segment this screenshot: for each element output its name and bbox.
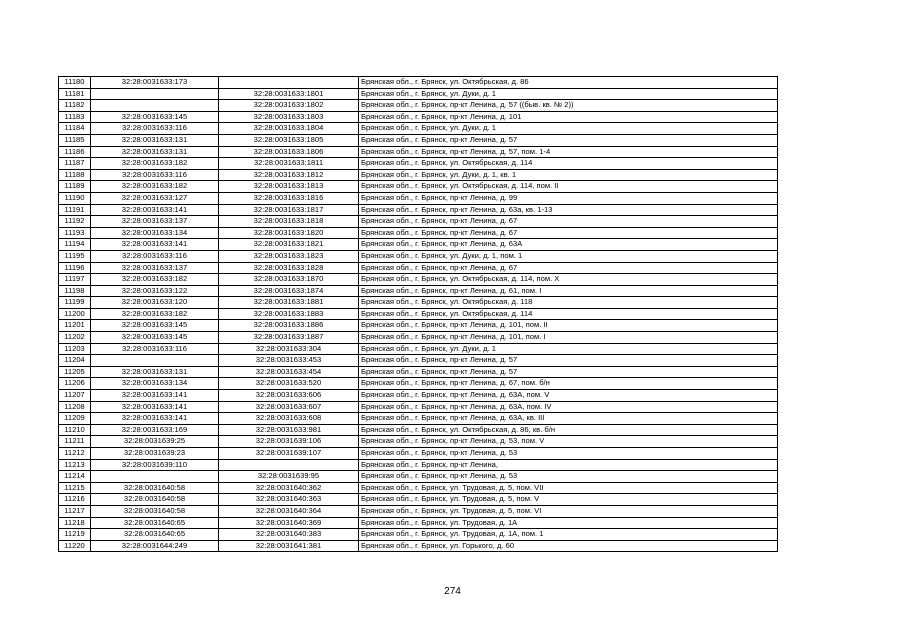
new-cadastral-number-cell: 32:28:0031633:520 — [219, 378, 359, 390]
new-cadastral-number-cell: 32:28:0031633:1887 — [219, 332, 359, 344]
address-cell: Брянская обл., г. Брянск, пр-кт Ленина, д. 57 — [359, 134, 778, 146]
row-number-cell: 11200 — [59, 308, 91, 320]
address-cell: Брянская обл., г. Брянск, ул. Дуки, д. 1 — [359, 88, 778, 100]
old-cadastral-number-cell: 32:28:0031633:145 — [91, 320, 219, 332]
old-cadastral-number-cell: 32:28:0031633:141 — [91, 239, 219, 251]
row-number-cell: 11199 — [59, 297, 91, 309]
table-row — [59, 355, 778, 367]
new-cadastral-number-cell: 32:28:0031639:95 — [219, 471, 359, 483]
table-row — [59, 192, 778, 204]
old-cadastral-number-cell: 32:28:0031633:127 — [91, 192, 219, 204]
address-cell: Брянская обл., г. Брянск, ул. Дуки, д. 1, пом. 1 — [359, 250, 778, 262]
new-cadastral-number-cell: 32:28:0031633:1813 — [219, 181, 359, 193]
new-cadastral-number-cell: 32:28:0031633:1821 — [219, 239, 359, 251]
row-number-cell: 11216 — [59, 494, 91, 506]
old-cadastral-number-cell: 32:28:0031633:141 — [91, 204, 219, 216]
old-cadastral-number-cell: 32:28:0031639:25 — [91, 436, 219, 448]
table-row — [59, 250, 778, 262]
table-row — [59, 413, 778, 425]
old-cadastral-number-cell: 32:28:0031633:120 — [91, 297, 219, 309]
address-cell: Брянская обл., г. Брянск, пр-кт Ленина, д. 57 ((быв. кв. № 2)) — [359, 100, 778, 112]
table-row — [59, 169, 778, 181]
table-row — [59, 529, 778, 541]
table-row — [59, 366, 778, 378]
row-number-cell: 11188 — [59, 169, 91, 181]
table-row — [59, 227, 778, 239]
table-row — [59, 424, 778, 436]
table-row — [59, 146, 778, 158]
old-cadastral-number-cell: 32:28:0031633:182 — [91, 181, 219, 193]
row-number-cell: 11220 — [59, 540, 91, 552]
old-cadastral-number-cell: 32:28:0031633:134 — [91, 378, 219, 390]
old-cadastral-number-cell: 32:28:0031640:58 — [91, 494, 219, 506]
table-row — [59, 181, 778, 193]
row-number-cell: 11196 — [59, 262, 91, 274]
new-cadastral-number-cell: 32:28:0031639:106 — [219, 436, 359, 448]
table-row — [59, 158, 778, 170]
new-cadastral-number-cell: 32:28:0031633:1818 — [219, 216, 359, 228]
page-number: 274 — [444, 586, 461, 597]
table-row — [59, 540, 778, 552]
row-number-cell: 11211 — [59, 436, 91, 448]
new-cadastral-number-cell: 32:28:0031633:1886 — [219, 320, 359, 332]
row-number-cell: 11198 — [59, 285, 91, 297]
old-cadastral-number-cell: 32:28:0031633:131 — [91, 366, 219, 378]
table-row — [59, 482, 778, 494]
new-cadastral-number-cell: 32:28:0031633:1817 — [219, 204, 359, 216]
row-number-cell: 11206 — [59, 378, 91, 390]
old-cadastral-number-cell: 32:28:0031633:182 — [91, 274, 219, 286]
row-number-cell: 11197 — [59, 274, 91, 286]
table-row — [59, 401, 778, 413]
new-cadastral-number-cell: 32:28:0031633:1820 — [219, 227, 359, 239]
old-cadastral-number-cell: 32:28:0031633:141 — [91, 401, 219, 413]
address-cell: Брянская обл., г. Брянск, пр-кт Ленина, д. 99 — [359, 192, 778, 204]
table-row — [59, 494, 778, 506]
row-number-cell: 11217 — [59, 505, 91, 517]
address-cell: Брянская обл., г. Брянск, ул. Горького, д. 60 — [359, 540, 778, 552]
address-cell: Брянская обл., г. Брянск, ул. Дуки, д. 1 — [359, 123, 778, 135]
old-cadastral-number-cell — [91, 355, 219, 367]
address-cell: Брянская обл., г. Брянск, ул. Октябрьская, д. 86 — [359, 77, 778, 89]
old-cadastral-number-cell: 32:28:0031633:141 — [91, 390, 219, 402]
row-number-cell: 11213 — [59, 459, 91, 471]
new-cadastral-number-cell: 32:28:0031633:1874 — [219, 285, 359, 297]
old-cadastral-number-cell: 32:28:0031633:116 — [91, 250, 219, 262]
table-row — [59, 274, 778, 286]
table-row — [59, 262, 778, 274]
new-cadastral-number-cell: 32:28:0031633:1802 — [219, 100, 359, 112]
row-number-cell: 11205 — [59, 366, 91, 378]
row-number-cell: 11184 — [59, 123, 91, 135]
row-number-cell: 11219 — [59, 529, 91, 541]
new-cadastral-number-cell: 32:28:0031633:1803 — [219, 111, 359, 123]
new-cadastral-number-cell: 32:28:0031633:608 — [219, 413, 359, 425]
address-cell: Брянская обл., г. Брянск, пр-кт Ленина, д. 57, пом. 1-4 — [359, 146, 778, 158]
address-cell: Брянская обл., г. Брянск, ул. Трудовая, д. 5, пом. VII — [359, 482, 778, 494]
old-cadastral-number-cell: 32:28:0031633:134 — [91, 227, 219, 239]
row-number-cell: 11194 — [59, 239, 91, 251]
row-number-cell: 11212 — [59, 448, 91, 460]
address-cell: Брянская обл., г. Брянск, ул. Трудовая, д. 5, пом. V — [359, 494, 778, 506]
new-cadastral-number-cell: 32:28:0031633:606 — [219, 390, 359, 402]
address-cell: Брянская обл., г. Брянск, ул. Октябрьская, д. 114 — [359, 308, 778, 320]
old-cadastral-number-cell: 32:28:0031633:116 — [91, 169, 219, 181]
table-row — [59, 123, 778, 135]
old-cadastral-number-cell: 32:28:0031633:145 — [91, 111, 219, 123]
row-number-cell: 11187 — [59, 158, 91, 170]
address-cell: Брянская обл., г. Брянск, ул. Трудовая, д. 5, пом. VI — [359, 505, 778, 517]
new-cadastral-number-cell: 32:28:0031639:107 — [219, 448, 359, 460]
address-cell: Брянская обл., г. Брянск, пр-кт Ленина, д. 101 — [359, 111, 778, 123]
row-number-cell: 11182 — [59, 100, 91, 112]
old-cadastral-number-cell: 32:28:0031633:169 — [91, 424, 219, 436]
new-cadastral-number-cell: 32:28:0031633:1812 — [219, 169, 359, 181]
table-row — [59, 216, 778, 228]
address-cell: Брянская обл., г. Брянск, пр-кт Ленина, д. 67 — [359, 216, 778, 228]
address-cell: Брянская обл., г. Брянск, пр-кт Ленина, д. 63А, кв. III — [359, 413, 778, 425]
old-cadastral-number-cell: 32:28:0031640:58 — [91, 505, 219, 517]
old-cadastral-number-cell: 32:28:0031633:116 — [91, 343, 219, 355]
table-row — [59, 239, 778, 251]
table-row — [59, 88, 778, 100]
old-cadastral-number-cell: 32:28:0031633:182 — [91, 308, 219, 320]
new-cadastral-number-cell: 32:28:0031633:1870 — [219, 274, 359, 286]
address-cell: Брянская обл., г. Брянск, ул. Октябрьская, д. 114, пом. X — [359, 274, 778, 286]
old-cadastral-number-cell — [91, 88, 219, 100]
new-cadastral-number-cell: 32:28:0031640:369 — [219, 517, 359, 529]
table-row — [59, 471, 778, 483]
old-cadastral-number-cell: 32:28:0031633:131 — [91, 134, 219, 146]
new-cadastral-number-cell: 32:28:0031633:1883 — [219, 308, 359, 320]
new-cadastral-number-cell: 32:28:0031633:1806 — [219, 146, 359, 158]
address-cell: Брянская обл., г. Брянск, пр-кт Ленина, д. 61, пом. I — [359, 285, 778, 297]
new-cadastral-number-cell: 32:28:0031640:364 — [219, 505, 359, 517]
row-number-cell: 11215 — [59, 482, 91, 494]
old-cadastral-number-cell: 32:28:0031633:173 — [91, 77, 219, 89]
new-cadastral-number-cell: 32:28:0031640:362 — [219, 482, 359, 494]
old-cadastral-number-cell: 32:28:0031639:110 — [91, 459, 219, 471]
table-row — [59, 378, 778, 390]
table-row — [59, 320, 778, 332]
old-cadastral-number-cell: 32:28:0031640:65 — [91, 529, 219, 541]
table-row — [59, 134, 778, 146]
new-cadastral-number-cell: 32:28:0031633:607 — [219, 401, 359, 413]
old-cadastral-number-cell: 32:28:0031633:137 — [91, 262, 219, 274]
address-cell: Брянская обл., г. Брянск, пр-кт Ленина, д. 63А — [359, 239, 778, 251]
row-number-cell: 11214 — [59, 471, 91, 483]
row-number-cell: 11181 — [59, 88, 91, 100]
row-number-cell: 11192 — [59, 216, 91, 228]
old-cadastral-number-cell — [91, 100, 219, 112]
new-cadastral-number-cell: 32:28:0031633:1804 — [219, 123, 359, 135]
new-cadastral-number-cell: 32:28:0031633:1801 — [219, 88, 359, 100]
new-cadastral-number-cell: 32:28:0031633:453 — [219, 355, 359, 367]
row-number-cell: 11201 — [59, 320, 91, 332]
row-number-cell: 11204 — [59, 355, 91, 367]
table-row — [59, 204, 778, 216]
row-number-cell: 11209 — [59, 413, 91, 425]
old-cadastral-number-cell: 32:28:0031633:116 — [91, 123, 219, 135]
row-number-cell: 11189 — [59, 181, 91, 193]
table-row — [59, 390, 778, 402]
new-cadastral-number-cell — [219, 77, 359, 89]
old-cadastral-number-cell: 32:28:0031633:141 — [91, 413, 219, 425]
table-row — [59, 343, 778, 355]
address-cell: Брянская обл., г. Брянск, ул. Трудовая, д. 1А — [359, 517, 778, 529]
old-cadastral-number-cell: 32:28:0031633:182 — [91, 158, 219, 170]
new-cadastral-number-cell — [219, 459, 359, 471]
address-cell: Брянская обл., г. Брянск, пр-кт Ленина, д. 101, пом. I — [359, 332, 778, 344]
address-cell: Брянская обл., г. Брянск, пр-кт Ленина, д. 57 — [359, 366, 778, 378]
old-cadastral-number-cell: 32:28:0031639:23 — [91, 448, 219, 460]
row-number-cell: 11185 — [59, 134, 91, 146]
row-number-cell: 11191 — [59, 204, 91, 216]
address-cell: Брянская обл., г. Брянск, пр-кт Ленина, д. 53 — [359, 471, 778, 483]
row-number-cell: 11183 — [59, 111, 91, 123]
address-cell: Брянская обл., г. Брянск, ул. Дуки, д. 1, кв. 1 — [359, 169, 778, 181]
new-cadastral-number-cell: 32:28:0031633:981 — [219, 424, 359, 436]
address-cell: Брянская обл., г. Брянск, ул. Октябрьская, д. 118 — [359, 297, 778, 309]
table-row — [59, 332, 778, 344]
new-cadastral-number-cell: 32:28:0031633:1828 — [219, 262, 359, 274]
table-row — [59, 459, 778, 471]
row-number-cell: 11190 — [59, 192, 91, 204]
address-cell: Брянская обл., г. Брянск, пр-кт Ленина, д. 63а, кв. 1-13 — [359, 204, 778, 216]
row-number-cell: 11210 — [59, 424, 91, 436]
new-cadastral-number-cell: 32:28:0031633:454 — [219, 366, 359, 378]
address-cell: Брянская обл., г. Брянск, пр-кт Ленина, д. 57 — [359, 355, 778, 367]
address-cell: Брянская обл., г. Брянск, ул. Октябрьская, д. 114 — [359, 158, 778, 170]
old-cadastral-number-cell: 32:28:0031633:145 — [91, 332, 219, 344]
old-cadastral-number-cell: 32:28:0031644:249 — [91, 540, 219, 552]
new-cadastral-number-cell: 32:28:0031633:1805 — [219, 134, 359, 146]
table-row — [59, 100, 778, 112]
table-row — [59, 297, 778, 309]
new-cadastral-number-cell: 32:28:0031640:383 — [219, 529, 359, 541]
table-row — [59, 308, 778, 320]
table-row — [59, 77, 778, 89]
registry-table-body — [59, 77, 778, 552]
table-row — [59, 285, 778, 297]
new-cadastral-number-cell: 32:28:0031641:381 — [219, 540, 359, 552]
cadastral-registry-table — [58, 76, 778, 552]
address-cell: Брянская обл., г. Брянск, пр-кт Ленина, д. 53, пом. V — [359, 436, 778, 448]
table-row — [59, 436, 778, 448]
row-number-cell: 11208 — [59, 401, 91, 413]
old-cadastral-number-cell: 32:28:0031633:131 — [91, 146, 219, 158]
address-cell: Брянская обл., г. Брянск, ул. Октябрьская, д. 114, пом. II — [359, 181, 778, 193]
old-cadastral-number-cell — [91, 471, 219, 483]
new-cadastral-number-cell: 32:28:0031633:304 — [219, 343, 359, 355]
table-row — [59, 505, 778, 517]
address-cell: Брянская обл., г. Брянск, пр-кт Ленина, — [359, 459, 778, 471]
row-number-cell: 11193 — [59, 227, 91, 239]
row-number-cell: 11195 — [59, 250, 91, 262]
address-cell: Брянская обл., г. Брянск, ул. Трудовая, д. 1А, пом. 1 — [359, 529, 778, 541]
new-cadastral-number-cell: 32:28:0031633:1811 — [219, 158, 359, 170]
old-cadastral-number-cell: 32:28:0031633:137 — [91, 216, 219, 228]
row-number-cell: 11203 — [59, 343, 91, 355]
row-number-cell: 11180 — [59, 77, 91, 89]
address-cell: Брянская обл., г. Брянск, ул. Октябрьская, д. 86, кв. б/н — [359, 424, 778, 436]
address-cell: Брянская обл., г. Брянск, пр-кт Ленина, д. 67 — [359, 262, 778, 274]
table-row — [59, 517, 778, 529]
row-number-cell: 11186 — [59, 146, 91, 158]
address-cell: Брянская обл., г. Брянск, пр-кт Ленина, д. 63А, пом. V — [359, 390, 778, 402]
address-cell: Брянская обл., г. Брянск, пр-кт Ленина, д. 53 — [359, 448, 778, 460]
table-row — [59, 448, 778, 460]
old-cadastral-number-cell: 32:28:0031640:58 — [91, 482, 219, 494]
new-cadastral-number-cell: 32:28:0031640:363 — [219, 494, 359, 506]
old-cadastral-number-cell: 32:28:0031640:65 — [91, 517, 219, 529]
address-cell: Брянская обл., г. Брянск, пр-кт Ленина, д. 67, пом. б/н — [359, 378, 778, 390]
new-cadastral-number-cell: 32:28:0031633:1881 — [219, 297, 359, 309]
row-number-cell: 11207 — [59, 390, 91, 402]
new-cadastral-number-cell: 32:28:0031633:1816 — [219, 192, 359, 204]
row-number-cell: 11218 — [59, 517, 91, 529]
address-cell: Брянская обл., г. Брянск, пр-кт Ленина, д. 63А, пом. IV — [359, 401, 778, 413]
new-cadastral-number-cell: 32:28:0031633:1823 — [219, 250, 359, 262]
table-row — [59, 111, 778, 123]
row-number-cell: 11202 — [59, 332, 91, 344]
address-cell: Брянская обл., г. Брянск, ул. Дуки, д. 1 — [359, 343, 778, 355]
old-cadastral-number-cell: 32:28:0031633:122 — [91, 285, 219, 297]
address-cell: Брянская обл., г. Брянск, пр-кт Ленина, д. 101, пом. II — [359, 320, 778, 332]
address-cell: Брянская обл., г. Брянск, пр-кт Ленина, д. 67 — [359, 227, 778, 239]
